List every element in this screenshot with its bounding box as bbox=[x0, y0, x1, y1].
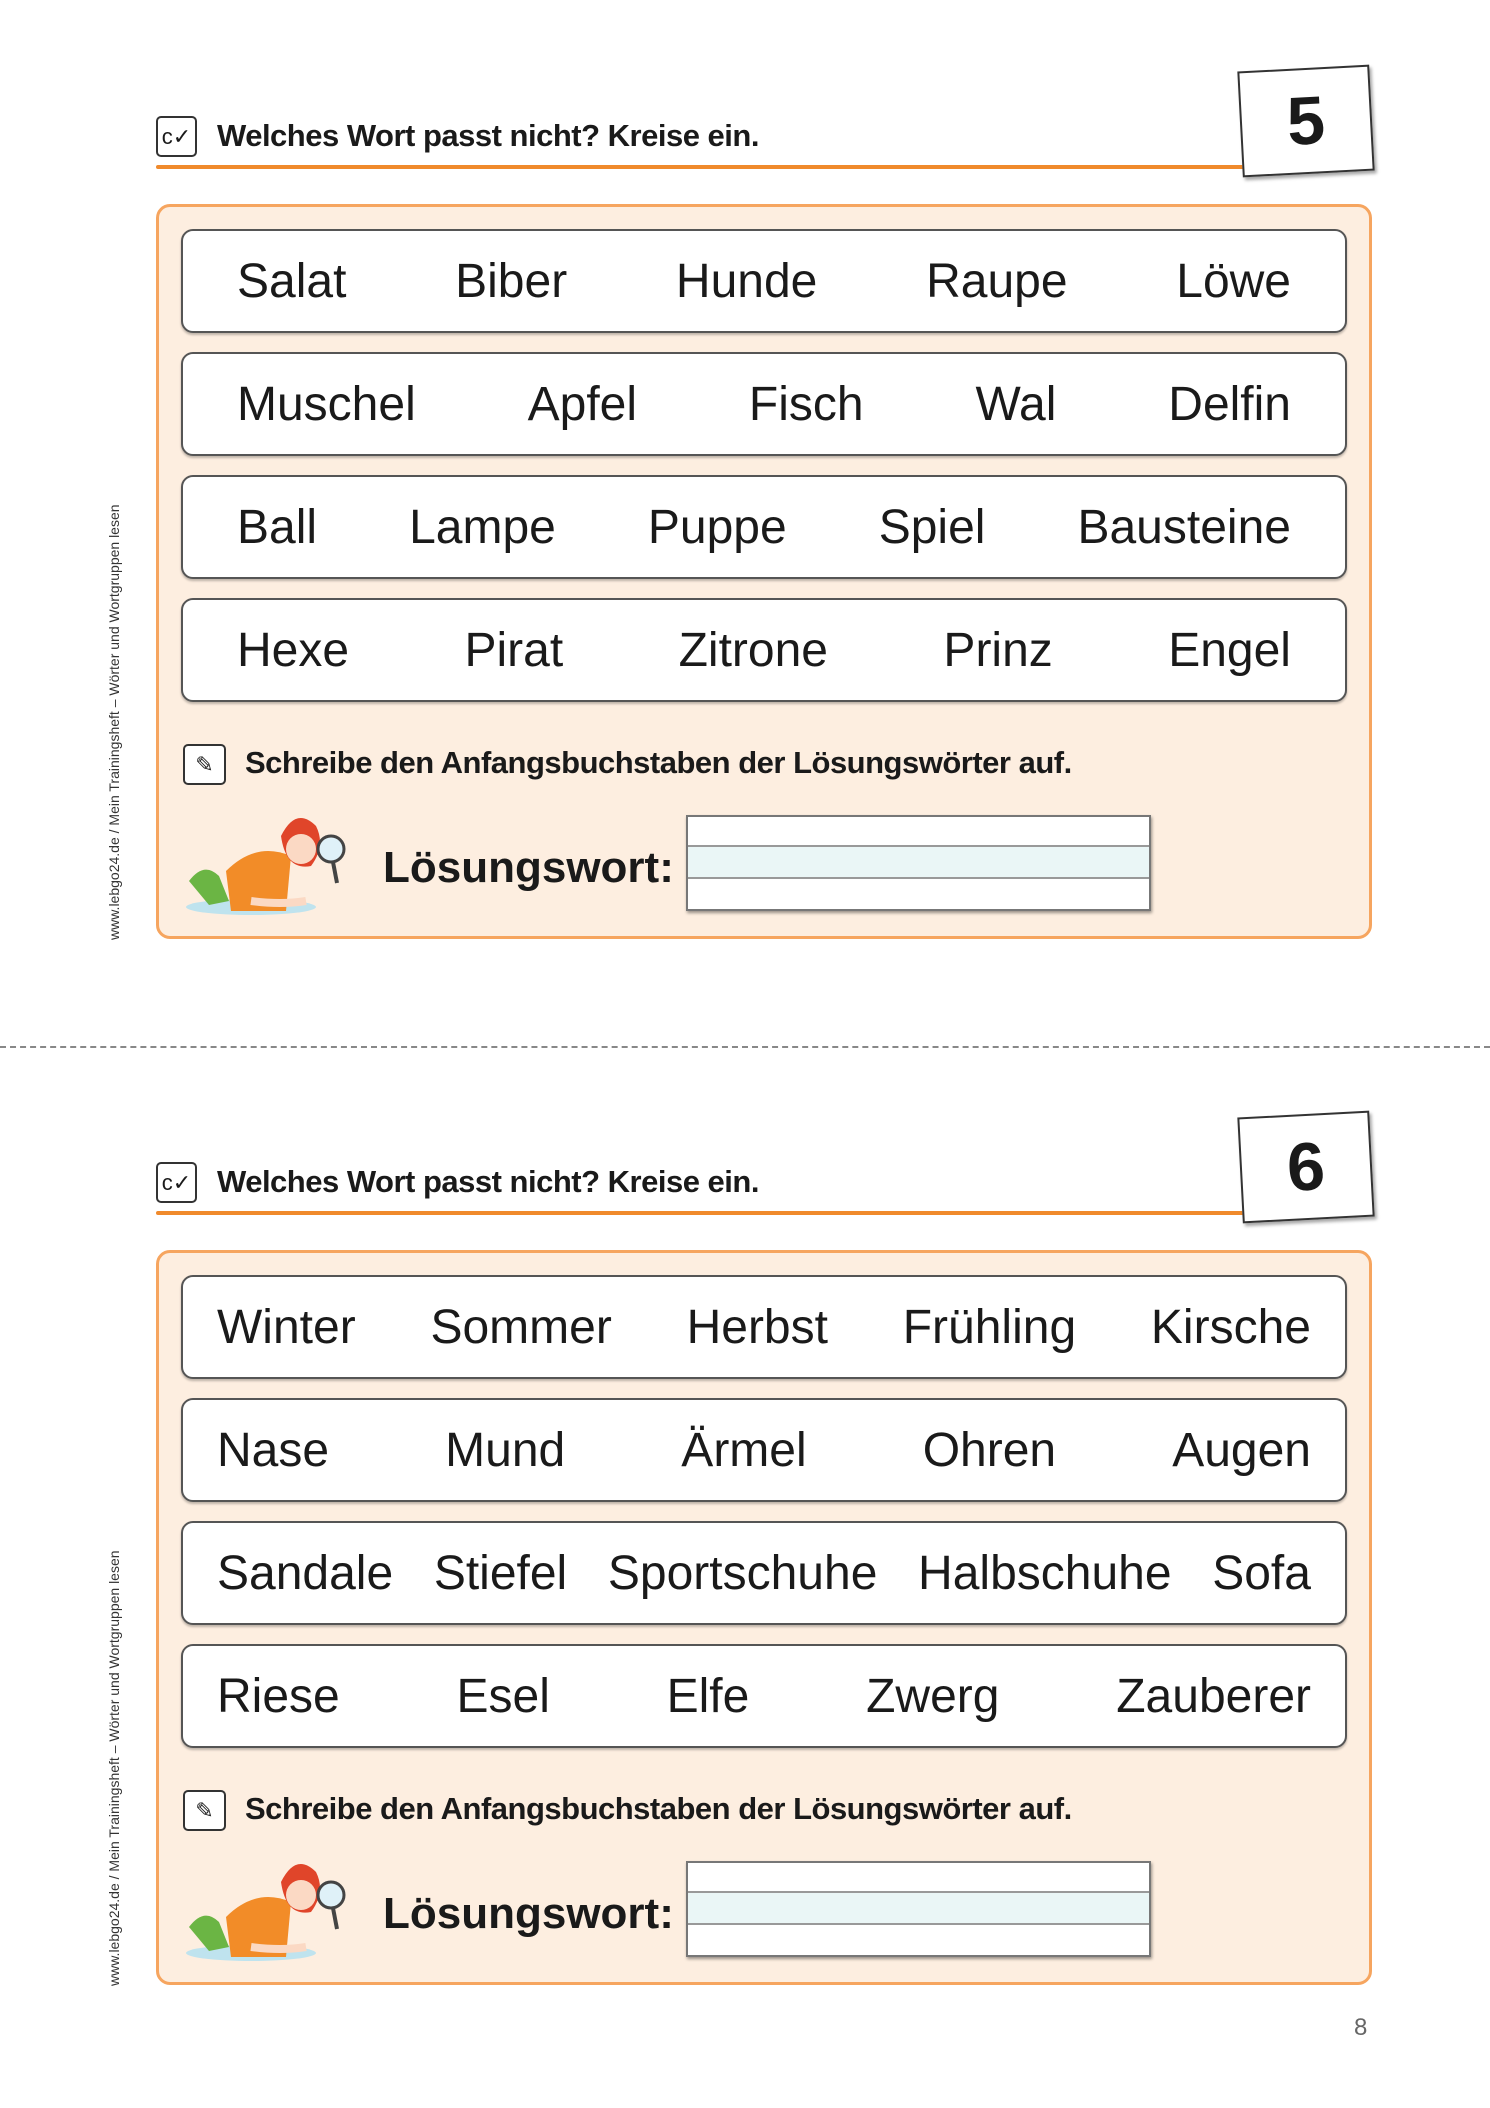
word-option[interactable]: Ball bbox=[237, 500, 318, 554]
word-option[interactable]: Salat bbox=[237, 254, 347, 308]
solution-input[interactable] bbox=[686, 815, 1151, 911]
exercise bbox=[0, 0, 1490, 1000]
solution-input-midline bbox=[688, 845, 1149, 879]
word-option[interactable]: Winter bbox=[217, 1300, 356, 1354]
word-option[interactable]: Augen bbox=[1172, 1423, 1311, 1477]
exercise bbox=[0, 1046, 1490, 2046]
solution-input[interactable] bbox=[686, 1861, 1151, 1957]
word-option[interactable]: Hexe bbox=[237, 623, 350, 677]
word-row bbox=[181, 1275, 1347, 1379]
word-row bbox=[181, 352, 1347, 456]
side-credit bbox=[104, 1436, 124, 1986]
mascot-girl-magnifier-icon bbox=[181, 811, 356, 917]
header-underline bbox=[156, 165, 1246, 169]
write-instruction: Schreibe den Anfangsbuchstaben der Lösungswörter auf. bbox=[245, 745, 1072, 780]
exercise-panel bbox=[156, 1250, 1372, 1985]
mascot-girl-magnifier-icon bbox=[181, 1857, 356, 1963]
word-option[interactable]: Sportschuhe bbox=[607, 1546, 878, 1600]
circle-task-icon: c✓ bbox=[156, 1162, 197, 1203]
word-option[interactable]: Wal bbox=[975, 377, 1057, 431]
word-option[interactable]: Bausteine bbox=[1077, 500, 1291, 554]
word-option[interactable]: Fisch bbox=[748, 377, 864, 431]
word-option[interactable]: Spiel bbox=[878, 500, 986, 554]
exercise-number: 5 bbox=[1237, 65, 1374, 178]
word-option[interactable]: Halbschuhe bbox=[918, 1546, 1172, 1600]
exercise-panel bbox=[156, 204, 1372, 939]
side-credit bbox=[104, 390, 124, 940]
word-row bbox=[181, 1521, 1347, 1625]
write-instruction: Schreibe den Anfangsbuchstaben der Lösungswörter auf. bbox=[245, 1791, 1072, 1826]
write-task-icon: ✎ bbox=[183, 744, 226, 785]
word-row bbox=[181, 229, 1347, 333]
word-option[interactable]: Zauberer bbox=[1116, 1669, 1311, 1723]
word-option[interactable]: Lampe bbox=[409, 500, 556, 554]
word-option[interactable]: Löwe bbox=[1176, 254, 1291, 308]
word-option[interactable]: Herbst bbox=[686, 1300, 828, 1354]
word-option[interactable]: Zwerg bbox=[866, 1669, 1000, 1723]
solution-input-midline bbox=[688, 1891, 1149, 1925]
word-option[interactable]: Puppe bbox=[647, 500, 787, 554]
word-row bbox=[181, 598, 1347, 702]
word-option[interactable]: Sommer bbox=[430, 1300, 612, 1354]
page-number: 8 bbox=[1354, 2014, 1368, 2041]
circle-task-icon: c✓ bbox=[156, 116, 197, 157]
exercise-instruction: Welches Wort passt nicht? Kreise ein. bbox=[217, 118, 759, 153]
word-option[interactable]: Zitrone bbox=[678, 623, 828, 677]
word-option[interactable]: Engel bbox=[1168, 623, 1291, 677]
word-option[interactable]: Riese bbox=[217, 1669, 340, 1723]
word-option[interactable]: Prinz bbox=[943, 623, 1053, 677]
side-credit-text: www.lebgo24.de / Mein Trainingsheft – Wörter und Wortgruppen lesen bbox=[106, 1550, 122, 1986]
word-option[interactable]: Mund bbox=[445, 1423, 566, 1477]
exercise-number: 6 bbox=[1237, 1111, 1374, 1224]
word-option[interactable]: Sandale bbox=[217, 1546, 394, 1600]
word-option[interactable]: Elfe bbox=[666, 1669, 750, 1723]
solution-label: Lösungswort: bbox=[383, 1889, 674, 1938]
word-option[interactable]: Sofa bbox=[1212, 1546, 1311, 1600]
word-row bbox=[181, 1644, 1347, 1748]
solution-label: Lösungswort: bbox=[383, 843, 674, 892]
word-option[interactable]: Apfel bbox=[527, 377, 638, 431]
exercise-instruction: Welches Wort passt nicht? Kreise ein. bbox=[217, 1164, 759, 1199]
word-option[interactable]: Ärmel bbox=[681, 1423, 807, 1477]
word-row bbox=[181, 1398, 1347, 1502]
word-option[interactable]: Hunde bbox=[675, 254, 818, 308]
word-option[interactable]: Esel bbox=[456, 1669, 550, 1723]
word-option[interactable]: Raupe bbox=[926, 254, 1068, 308]
write-task-icon: ✎ bbox=[183, 1790, 226, 1831]
cut-line-divider bbox=[0, 1046, 1490, 1048]
word-option[interactable]: Ohren bbox=[922, 1423, 1057, 1477]
word-row bbox=[181, 475, 1347, 579]
word-option[interactable]: Frühling bbox=[902, 1300, 1077, 1354]
word-option[interactable]: Biber bbox=[455, 254, 568, 308]
word-option[interactable]: Pirat bbox=[464, 623, 564, 677]
word-option[interactable]: Stiefel bbox=[433, 1546, 568, 1600]
word-option[interactable]: Delfin bbox=[1168, 377, 1291, 431]
word-option[interactable]: Kirsche bbox=[1150, 1300, 1311, 1354]
side-credit-text: www.lebgo24.de / Mein Trainingsheft – Wörter und Wortgruppen lesen bbox=[106, 504, 122, 940]
header-underline bbox=[156, 1211, 1246, 1215]
word-option[interactable]: Nase bbox=[217, 1423, 330, 1477]
word-option[interactable]: Muschel bbox=[237, 377, 416, 431]
